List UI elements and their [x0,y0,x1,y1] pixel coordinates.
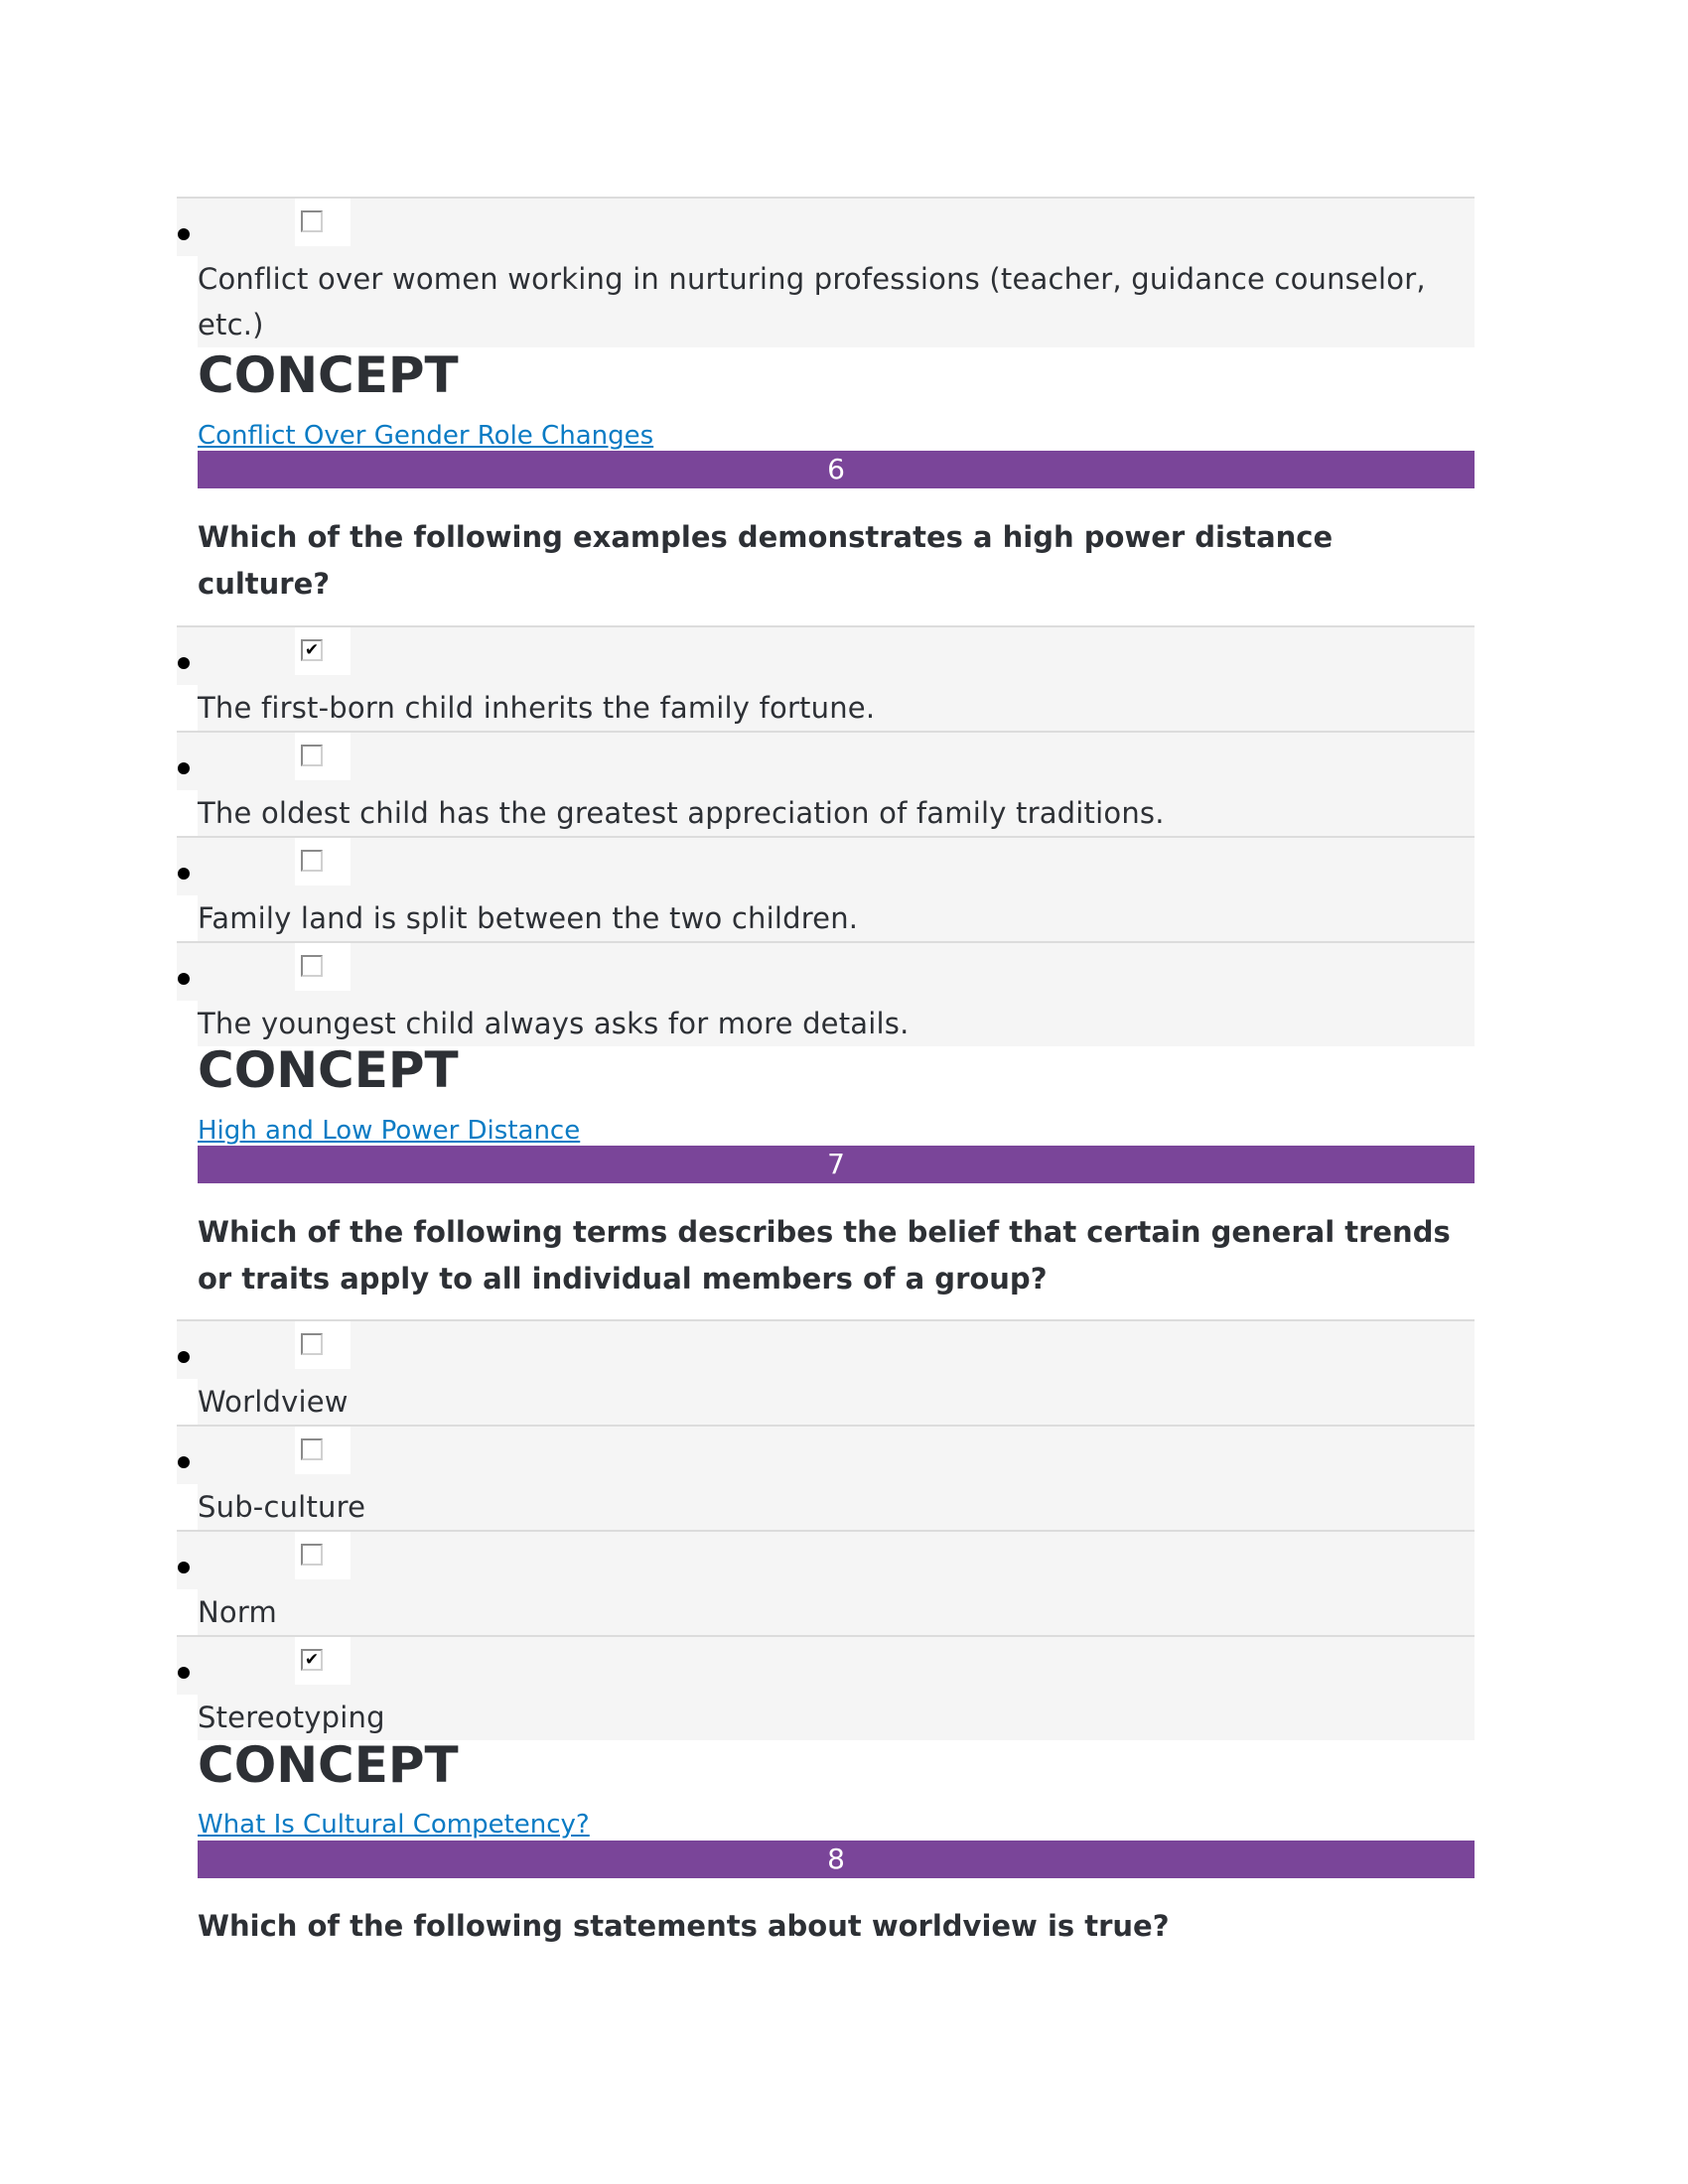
question-text: Which of the following examples demonstrates a high power distance culture? [198,520,1334,601]
answer-list [177,1319,1475,1740]
checkbox[interactable] [301,1649,323,1671]
answer-text: Worldview [198,1379,1475,1425]
answer-option[interactable] [177,731,1475,836]
answer-text: The oldest child has the greatest appreciation of family traditions. [198,790,1475,836]
answer-list [177,197,1475,347]
checkbox[interactable] [301,745,323,766]
answer-option[interactable] [177,941,1475,1046]
bullet-icon [178,973,190,985]
checkbox[interactable] [301,1333,323,1355]
answer-text: The youngest child always asks for more details. [198,1001,1475,1046]
checkbox[interactable] [301,1438,323,1460]
concept-link[interactable]: Conflict Over Gender Role Changes [198,421,654,451]
checkbox[interactable] [301,210,323,232]
bullet-icon [178,762,190,774]
question-number-bar: 6 [198,451,1475,488]
question-text: Which of the following statements about worldview is true? [198,1909,1170,1943]
concept-heading: CONCEPT [198,1041,459,1099]
concept-link[interactable]: What Is Cultural Competency? [198,1810,590,1840]
answer-option[interactable] [177,1635,1475,1740]
answer-text: Conflict over women working in nurturing professions (teacher, guidance counselor, etc.) [198,256,1475,347]
answer-option[interactable] [177,197,1475,347]
bullet-icon [178,868,190,880]
checkmark-icon: ✔ [304,640,320,660]
bullet-icon [178,1562,190,1573]
checkbox[interactable] [301,639,323,661]
checkbox[interactable] [301,955,323,977]
answer-text: Stereotyping [198,1695,1475,1740]
bullet-icon [178,1351,190,1363]
answer-text: Family land is split between the two children. [198,895,1475,941]
bullet-icon [178,657,190,669]
question-number-bar: 8 [198,1841,1475,1878]
concept-heading: CONCEPT [198,346,459,404]
answer-option[interactable] [177,1425,1475,1530]
answer-option[interactable] [177,1530,1475,1635]
bullet-icon [178,1667,190,1679]
bullet-icon [178,228,190,240]
question-number-bar: 7 [198,1146,1475,1183]
question-text: Which of the following terms describes the belief that certain general trends or traits apply to all individual members of a group? [198,1215,1451,1296]
answer-option[interactable] [177,1319,1475,1425]
bullet-icon [178,1456,190,1468]
answer-text: The first-born child inherits the family fortune. [198,685,1475,731]
checkbox[interactable] [301,850,323,872]
answer-text: Norm [198,1589,1475,1635]
answer-text: Sub-culture [198,1484,1475,1530]
concept-heading: CONCEPT [198,1736,459,1794]
answer-option[interactable] [177,836,1475,941]
concept-link[interactable]: High and Low Power Distance [198,1116,581,1146]
checkbox[interactable] [301,1544,323,1566]
checkmark-icon: ✔ [304,1650,320,1670]
answer-list [177,625,1475,1046]
answer-option[interactable] [177,625,1475,731]
